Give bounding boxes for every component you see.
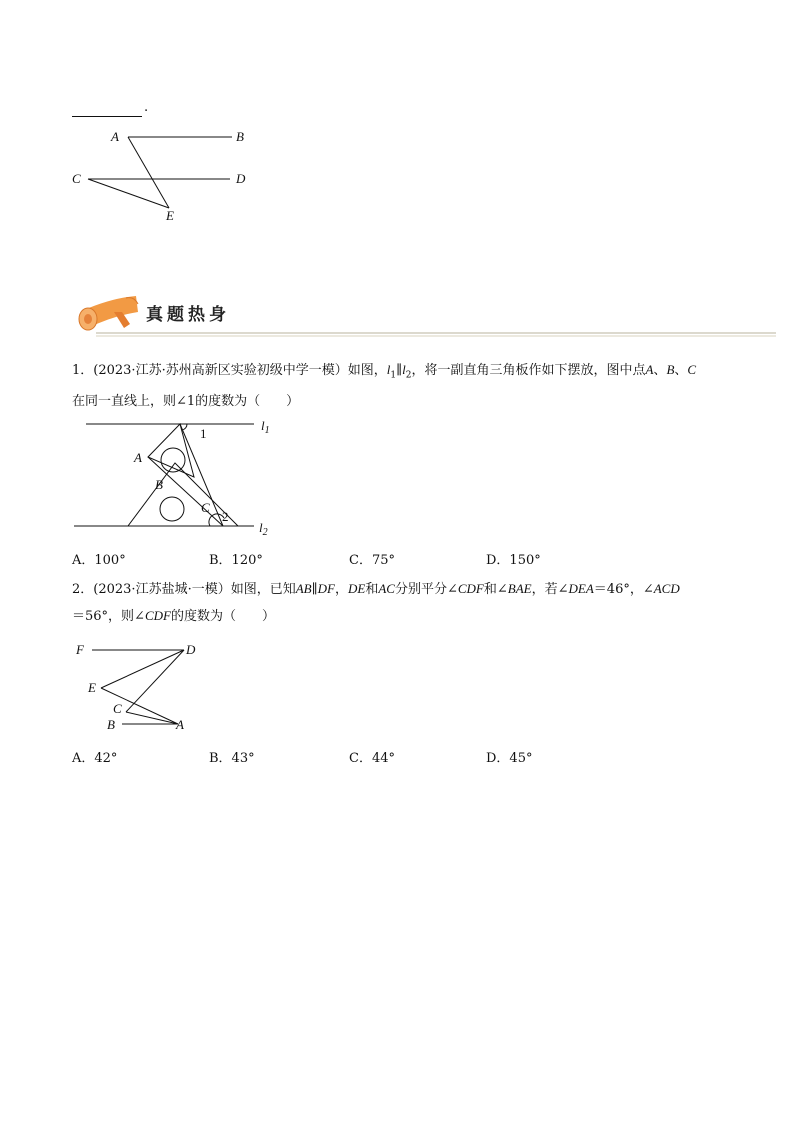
question-1-line-2: 在同一直线上，则∠1的度数为（ ） bbox=[72, 393, 300, 409]
segment-dc bbox=[126, 650, 184, 712]
label-C: C bbox=[201, 500, 210, 515]
label-F: F bbox=[76, 642, 84, 657]
label-E: E bbox=[166, 208, 174, 223]
segment-ce bbox=[88, 179, 169, 208]
label-E: E bbox=[88, 680, 96, 695]
q1-option-b[interactable]: B．120° bbox=[209, 553, 263, 568]
q2-option-d[interactable]: D．45° bbox=[486, 751, 533, 766]
segment-ca bbox=[126, 712, 178, 724]
label-angle-2: 2 bbox=[222, 509, 229, 524]
circle-lower bbox=[160, 497, 184, 521]
angle-mark-1 bbox=[182, 424, 187, 430]
label-D: D bbox=[236, 171, 246, 186]
label-B: B bbox=[155, 477, 163, 492]
label-A: A bbox=[176, 717, 184, 732]
q2-option-b[interactable]: B．43° bbox=[209, 751, 255, 766]
label-A: A bbox=[111, 129, 119, 144]
period: . bbox=[144, 100, 149, 115]
label-l1: $l_1$ bbox=[261, 418, 270, 436]
label-angle-1: 1 bbox=[200, 426, 207, 441]
question-1 bbox=[72, 357, 752, 415]
q1-option-d[interactable]: D．150° bbox=[486, 553, 541, 568]
label-B: B bbox=[107, 717, 115, 732]
q2-option-c[interactable]: C．44° bbox=[349, 751, 395, 766]
label-A: A bbox=[134, 450, 142, 465]
scroll-icon bbox=[79, 296, 138, 330]
figure-q1 bbox=[74, 418, 270, 538]
figure-q2 bbox=[75, 642, 196, 732]
label-C: C bbox=[113, 701, 122, 716]
question-2-line-1: 2．(2023·江苏盐城·一模）如图，已知AB∥DF，DE和AC分别平分∠CDF和∠BAE，若∠DEA＝46°，∠ACD bbox=[72, 581, 680, 597]
question-2 bbox=[72, 576, 752, 630]
segment-ae bbox=[128, 137, 169, 208]
question-2-line-2: ＝56°，则∠CDF的度数为（ ） bbox=[72, 608, 275, 624]
q2-option-a[interactable]: A．42° bbox=[72, 751, 118, 766]
label-l2: $l_2$ bbox=[259, 520, 268, 538]
question-1-line-1: 1．(2023·江苏·苏州高新区实验初级中学一模）如图，$l_1\parallel l_2$，将一副直角三角板作如下摆放，图中点A、B、C bbox=[72, 362, 697, 381]
q1-option-a[interactable]: A．100° bbox=[72, 553, 126, 568]
label-C: C bbox=[72, 171, 81, 186]
figure-abcde bbox=[72, 129, 246, 223]
section-title: 真题热身 bbox=[146, 305, 230, 325]
segment-de bbox=[101, 650, 184, 688]
label-B: B bbox=[236, 129, 244, 144]
q1-option-c[interactable]: C．75° bbox=[349, 553, 395, 568]
label-D: D bbox=[186, 642, 196, 657]
